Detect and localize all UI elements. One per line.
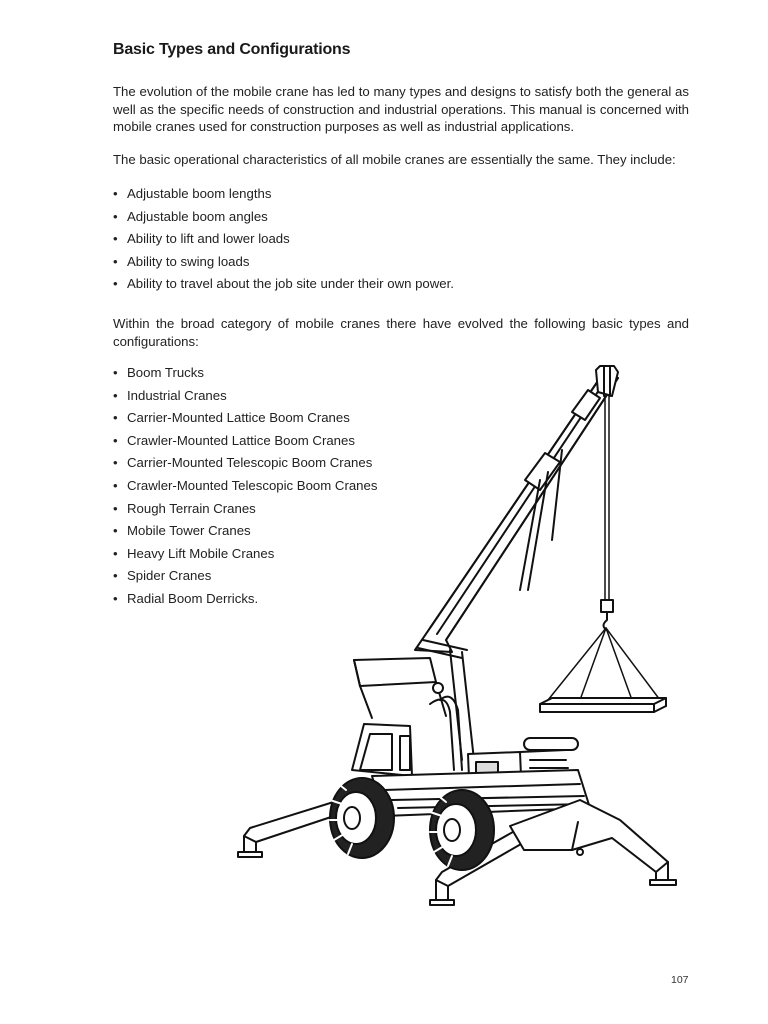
- section-heading: Basic Types and Configurations: [113, 41, 351, 58]
- outrigger-front-left: [238, 800, 346, 857]
- list-item-text: Heavy Lift Mobile Cranes: [127, 545, 275, 561]
- bullet-icon: •: [113, 186, 118, 201]
- load-pallet: [540, 628, 666, 712]
- list-item-text: Industrial Cranes: [127, 387, 227, 403]
- list-item-text: Carrier-Mounted Telescopic Boom Cranes: [127, 455, 373, 471]
- characteristics-intro-paragraph: The basic operational characteristics of all mobile cranes are essentially the same. They include:: [113, 152, 676, 167]
- list-item: [113, 185, 454, 208]
- bullet-icon: •: [113, 432, 118, 448]
- list-item-text: Carrier-Mounted Lattice Boom Cranes: [127, 410, 350, 426]
- wheel-front: [430, 790, 494, 870]
- bullet-icon: •: [113, 410, 118, 426]
- outrigger-rear-right: [510, 800, 676, 885]
- list-item-text: Radial Boom Derricks.: [127, 590, 259, 606]
- operator-cab: [352, 724, 412, 776]
- list-item-text: Ability to travel about the job site under their own power.: [127, 276, 454, 292]
- lift-cylinder: [430, 683, 462, 770]
- list-item-text: Boom Trucks: [127, 365, 204, 380]
- list-item-text: Adjustable boom lengths: [127, 186, 272, 201]
- list-item-text: Crawler-Mounted Lattice Boom Cranes: [127, 432, 355, 448]
- rough-terrain-crane-illustration: [230, 362, 690, 914]
- boom-head: [596, 366, 618, 396]
- bullet-icon: •: [113, 208, 118, 224]
- bullet-icon: •: [113, 523, 118, 539]
- list-item-text: Crawler-Mounted Telescopic Boom Cranes: [127, 477, 378, 493]
- characteristics-list: [113, 185, 454, 298]
- bullet-icon: •: [113, 590, 118, 606]
- list-item: [113, 208, 454, 231]
- list-item-text: Rough Terrain Cranes: [127, 500, 256, 516]
- list-item: [113, 275, 454, 298]
- bullet-icon: •: [113, 500, 118, 516]
- wheel-rear: [330, 778, 394, 858]
- list-item-text: Spider Cranes: [127, 568, 212, 584]
- bullet-icon: •: [113, 477, 118, 493]
- types-intro-paragraph: Within the broad category of mobile cranes there have evolved the following basic types and configurations:: [113, 316, 689, 349]
- bullet-icon: •: [113, 253, 118, 269]
- list-item: [113, 253, 454, 276]
- bullet-icon: •: [113, 231, 118, 247]
- boom: [415, 372, 618, 658]
- bullet-icon: •: [113, 568, 118, 584]
- list-item: [113, 230, 454, 253]
- page-number: 107: [671, 974, 689, 986]
- intro-paragraph: The evolution of the mobile crane has led to many types and designs to satisfy both the general as well as the specific needs of construction and industrial operations. This manual is concerned with mobile cranes used for construction purposes as well as industrial applications.: [113, 84, 689, 134]
- list-item-text: Ability to swing loads: [127, 253, 250, 269]
- list-item-text: Mobile Tower Cranes: [127, 523, 251, 539]
- bullet-icon: •: [113, 545, 118, 561]
- bullet-icon: •: [113, 387, 118, 403]
- bullet-icon: •: [113, 455, 118, 471]
- bullet-icon: •: [113, 276, 118, 292]
- list-item-text: Ability to lift and lower loads: [127, 231, 290, 247]
- bullet-icon: •: [113, 365, 118, 380]
- list-item-text: Adjustable boom angles: [127, 208, 268, 224]
- hoist-line: [601, 396, 613, 630]
